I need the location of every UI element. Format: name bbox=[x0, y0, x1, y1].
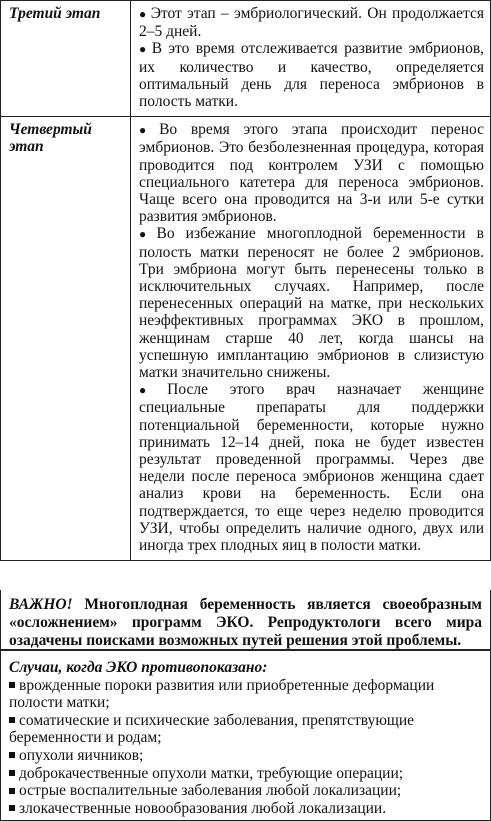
square-bullet-icon bbox=[9, 682, 15, 688]
note-text: Многоплодная беременность является своеобразным «осложнением» программ ЭКО. Репродуктологи всего мира озадачены поисками возможных путей решения этой проблемы. bbox=[9, 596, 482, 649]
list-item: доброкачественные опухоли матки, требующие операции; bbox=[9, 765, 482, 783]
stage-text bbox=[131, 117, 491, 561]
stage-text bbox=[131, 1, 491, 117]
stage-row bbox=[1, 117, 491, 561]
square-bullet-icon bbox=[9, 770, 15, 776]
list-item: злокачественные новообразования любой локализации. bbox=[9, 800, 482, 818]
square-bullet-icon bbox=[9, 717, 15, 723]
list-item: опухоли яичников; bbox=[9, 747, 482, 765]
stage-bullet: ● В это время отслеживается развитие эмбрионов, их количество и качество, определяется оптимальный день для переноса эмбрионов в полость матки. bbox=[139, 40, 485, 111]
stage-bullet: ● Этот этап – эмбриологический. Он продолжается 2–5 дней. bbox=[139, 5, 484, 41]
square-bullet-icon bbox=[9, 752, 15, 758]
bullet-dot-icon: ● bbox=[139, 42, 149, 57]
square-bullet-icon bbox=[9, 805, 15, 811]
list-item: врожденные пороки развития или приобретенные деформации полости матки; bbox=[9, 676, 435, 712]
square-bullet-icon bbox=[9, 788, 15, 794]
note-label: ВАЖНО! bbox=[9, 596, 73, 613]
list-item: соматические и психические заболевания, препятствующие беременности и родам; bbox=[9, 711, 415, 747]
bullet-dot-icon: ● bbox=[139, 7, 148, 21]
bullet-dot-icon: ● bbox=[139, 227, 154, 242]
list-item: острые воспалительные заболевания любой локализации; bbox=[9, 782, 482, 800]
stage-bullet: ● После этого врач назначает женщине специальные препараты для поддержки потенциальной беременности, которые нужно принимать 12–14 дней, пока не будет известен результат проведенной программы. Через две недели после переноса эмбрионов женщина сдает анализ крови на беременность. Если она подтверждается, то еще через неделю проводится УЗИ, чтобы определить наличие одного, двух или иногда трех плодных яиц в полости матки. bbox=[139, 381, 485, 555]
important-note bbox=[0, 590, 491, 650]
bullet-dot-icon: ● bbox=[139, 123, 157, 138]
contraindications-box bbox=[0, 650, 491, 821]
stage-row bbox=[1, 1, 491, 117]
contraindications-heading: Случаи, когда ЭКО противопоказано: bbox=[9, 659, 268, 676]
bullet-dot-icon: ● bbox=[139, 383, 165, 398]
stage-label: Третий этап bbox=[1, 1, 131, 117]
stage-bullet: ● Во время этого этапа происходит перенос эмбрионов. Это безболезненная процедура, которая проводится под контролем УЗИ с помощью специального катетера для переноса эмбрионов. Чаще всего она проводится на 3-и или 5-е сутки развития эмбрионов. bbox=[139, 121, 484, 226]
stage-label: Четвертый этап bbox=[1, 117, 131, 561]
stage-bullet: ● Во избежание многоплодной беременности в полость матки переносят не более 2 эмбрионов. Три эмбриона могут быть перенесены только в исключительных случаях. Например, после перенесенных операций на матке, при нескольких неэффективных программах ЭКО в прошлом, женщинам старше 40 лет, когда шансы на успешную имплантацию эмбрионов в слизистую матки значительно снижены. bbox=[139, 225, 485, 382]
